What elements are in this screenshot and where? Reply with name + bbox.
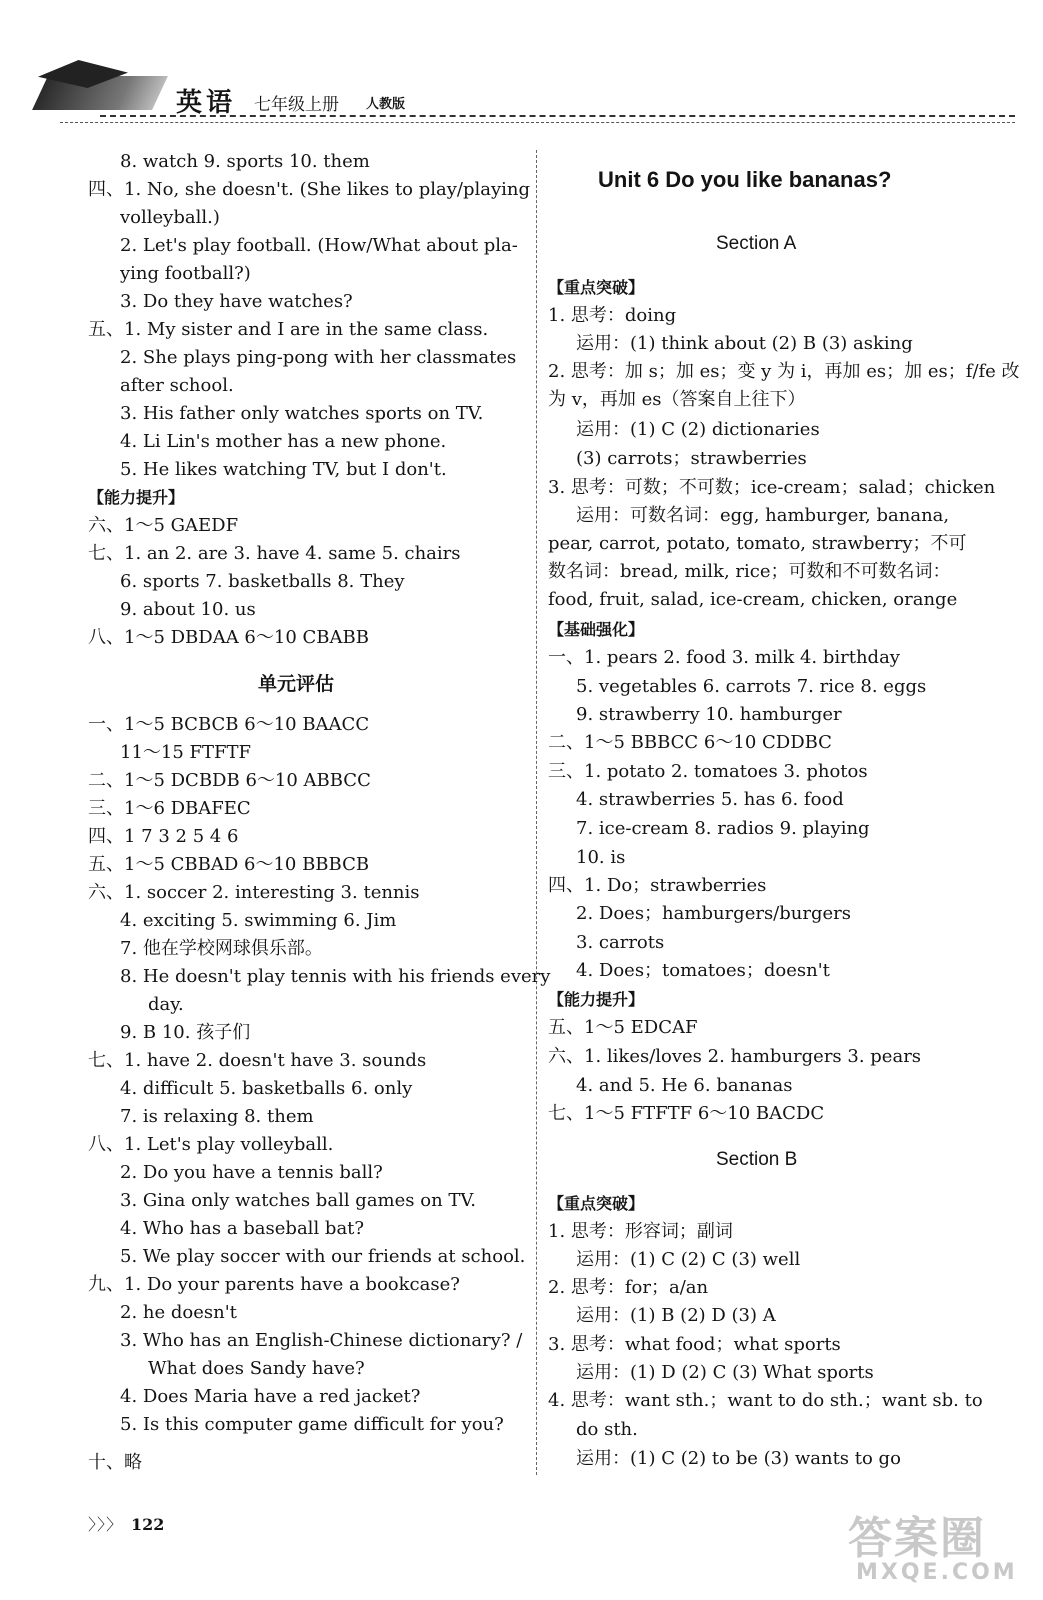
answer-line: 3. His father only watches sports on TV. — [120, 403, 484, 424]
section-a-title: Section A — [716, 233, 797, 254]
unit-review-title: 单元评估 — [258, 673, 335, 695]
answer-line: 运用：可数名词：egg, hamburger, banana, — [576, 505, 950, 526]
answer-line: 1. 思考：形容词；副词 — [548, 1221, 733, 1242]
answer-line: 4. exciting 5. swimming 6. Jim — [120, 910, 397, 931]
answer-line: 8. He doesn't play tennis with his friends every — [120, 966, 551, 987]
answer-line: 运用：(1) C (2) dictionaries — [576, 419, 820, 440]
answer-line: 1. 思考：doing — [548, 305, 677, 326]
answer-line: 二、1～5 DCBDB 6～10 ABBCC — [88, 770, 371, 791]
answer-line: 4. strawberries 5. has 6. food — [576, 789, 844, 810]
answer-line: 7. 他在学校网球俱乐部。 — [120, 938, 323, 959]
header-divider-thin — [60, 122, 1015, 123]
answer-line: 7. is relaxing 8. them — [120, 1106, 314, 1127]
answer-line: 3. Gina only watches ball games on TV. — [120, 1190, 476, 1211]
subject-title: 英语 — [176, 88, 237, 118]
answer-line: 4. difficult 5. basketballs 6. only — [120, 1078, 413, 1099]
answer-line: 五、1～5 CBBAD 6～10 BBBCB — [88, 854, 370, 875]
answer-line: 四、1. Do；strawberries — [548, 875, 767, 896]
answer-line: 一、1. pears 2. food 3. milk 4. birthday — [548, 647, 900, 668]
section-heading: 【能力提升】 — [88, 488, 185, 507]
edition-label: 人教版 — [366, 97, 406, 112]
answer-line: 八、1. Let's play volleyball. — [88, 1134, 334, 1155]
answer-line: 运用：(1) think about (2) B (3) asking — [576, 333, 913, 354]
answer-line: 3. 思考：what food；what sports — [548, 1334, 841, 1355]
answer-line: pear, carrot, potato, tomato, strawberry；不可 — [548, 533, 967, 554]
answer-line: 9. B 10. 孩子们 — [120, 1022, 251, 1043]
answer-line: What does Sandy have? — [148, 1358, 365, 1379]
column-divider — [536, 150, 537, 1475]
answer-line: 六、1～5 GAEDF — [88, 515, 239, 536]
answer-line: 六、1. soccer 2. interesting 3. tennis — [88, 882, 420, 903]
page-number-value: 122 — [131, 1515, 165, 1534]
answer-line: 七、1. an 2. are 3. have 4. same 5. chairs — [88, 543, 461, 564]
answer-line: 运用：(1) D (2) C (3) What sports — [576, 1362, 874, 1383]
answer-line: 一、1～5 BCBCB 6～10 BAACC — [88, 714, 370, 735]
answer-line: 十、略 — [88, 1452, 142, 1473]
answer-line: 三、1. potato 2. tomatoes 3. photos — [548, 761, 868, 782]
answer-line: 数名词：bread, milk, rice；可数和不可数名词： — [548, 561, 951, 582]
section-heading: 【能力提升】 — [548, 990, 645, 1009]
answer-line: 三、1～6 DBAFEC — [88, 798, 251, 819]
answer-line: 2. Let's play football. (How/What about pla- — [120, 235, 518, 256]
answer-line: 3. Do they have watches? — [120, 291, 353, 312]
answer-line: 五、1～5 EDCAF — [548, 1017, 698, 1038]
answer-line: 运用：(1) B (2) D (3) A — [576, 1305, 776, 1326]
answer-line: 9. about 10. us — [120, 599, 256, 620]
section-heading: 【基础强化】 — [548, 620, 645, 639]
page-number — [88, 1512, 164, 1535]
answer-line: 四、1. No, she doesn't. (She likes to play/playing — [88, 179, 531, 200]
answer-line: 二、1～5 BBBCC 6～10 CDDBC — [548, 732, 832, 753]
answer-line: 4. and 5. He 6. bananas — [576, 1075, 793, 1096]
header-divider — [100, 115, 1015, 117]
watermark-text: 答案圈 — [848, 1513, 986, 1564]
answer-line: 4. Who has a baseball bat? — [120, 1218, 365, 1239]
grade-label: 七年级上册 — [254, 95, 339, 115]
answer-line: 运用：(1) C (2) to be (3) wants to go — [576, 1448, 901, 1469]
page-header — [0, 0, 1043, 135]
answer-line: 10. is — [576, 847, 626, 868]
unit-title: Unit 6 Do you like bananas? — [598, 167, 892, 192]
answer-line: 2. he doesn't — [120, 1302, 237, 1323]
answer-line: 四、1 7 3 2 5 4 6 — [88, 826, 239, 847]
answer-line: do sth. — [576, 1419, 638, 1440]
answer-line: 六、1. likes/loves 2. hamburgers 3. pears — [548, 1046, 922, 1067]
section-heading: 【重点突破】 — [548, 1194, 645, 1213]
answer-line: 6. sports 7. basketballs 8. They — [120, 571, 405, 592]
answer-line: after school. — [120, 375, 234, 396]
answer-line: 2. She plays ping-pong with her classmates — [120, 347, 517, 368]
section-b-title: Section B — [716, 1149, 798, 1170]
answer-line: food, fruit, salad, ice-cream, chicken, orange — [548, 589, 958, 610]
answer-line: 7. ice-cream 8. radios 9. playing — [576, 818, 870, 839]
answer-line: 5. Is this computer game difficult for you? — [120, 1414, 504, 1435]
answer-line: 3. carrots — [576, 932, 665, 953]
answer-line: 8. watch 9. sports 10. them — [120, 151, 370, 172]
answer-line: 为 v，再加 es（答案自上往下） — [548, 389, 806, 410]
answer-line: 2. 思考：for；a/an — [548, 1277, 709, 1298]
answer-line: 5. vegetables 6. carrots 7. rice 8. eggs — [576, 676, 927, 697]
answer-line: day. — [148, 994, 184, 1015]
answer-line: 九、1. Do your parents have a bookcase? — [88, 1274, 460, 1295]
answer-line: 2. 思考：加 s；加 es；变 y 为 i，再加 es；加 es；f/fe 改 — [548, 361, 1020, 382]
page-arrows-icon: 〉〉〉 — [88, 1515, 124, 1534]
answer-line: 3. Who has an English-Chinese dictionary? / — [120, 1330, 523, 1351]
answer-line: volleyball.) — [120, 207, 220, 228]
watermark-url: MXQE.COM — [856, 1560, 1018, 1585]
answer-line: (3) carrots；strawberries — [576, 448, 807, 469]
answer-line: 4. Li Lin's mother has a new phone. — [120, 431, 447, 452]
answer-line: 5. He likes watching TV, but I don't. — [120, 459, 447, 480]
answer-line: 4. Does Maria have a red jacket? — [120, 1386, 421, 1407]
answer-line: 5. We play soccer with our friends at school. — [120, 1246, 526, 1267]
answer-line: 八、1～5 DBDAA 6～10 CBABB — [88, 627, 369, 648]
answer-line: 2. Does；hamburgers/burgers — [576, 903, 851, 924]
answer-line: 9. strawberry 10. hamburger — [576, 704, 842, 725]
watermark-logo — [838, 1502, 1018, 1592]
answer-line: 七、1. have 2. doesn't have 3. sounds — [88, 1050, 427, 1071]
answer-line: 4. 思考：want sth.；want to do sth.；want sb. to — [548, 1390, 983, 1411]
answer-line: 五、1. My sister and I are in the same class. — [88, 319, 489, 340]
answer-line: 11～15 FTFTF — [120, 742, 252, 763]
section-heading: 【重点突破】 — [548, 278, 645, 297]
answer-line: 4. Does；tomatoes；doesn't — [576, 960, 830, 981]
answer-line: 七、1～5 FTFTF 6～10 BACDC — [548, 1103, 825, 1124]
answer-line: ying football?) — [120, 263, 251, 284]
answer-line: 运用：(1) C (2) C (3) well — [576, 1249, 801, 1270]
answer-line: 2. Do you have a tennis ball? — [120, 1162, 383, 1183]
answer-line: 3. 思考：可数；不可数；ice-cream；salad；chicken — [548, 477, 996, 498]
